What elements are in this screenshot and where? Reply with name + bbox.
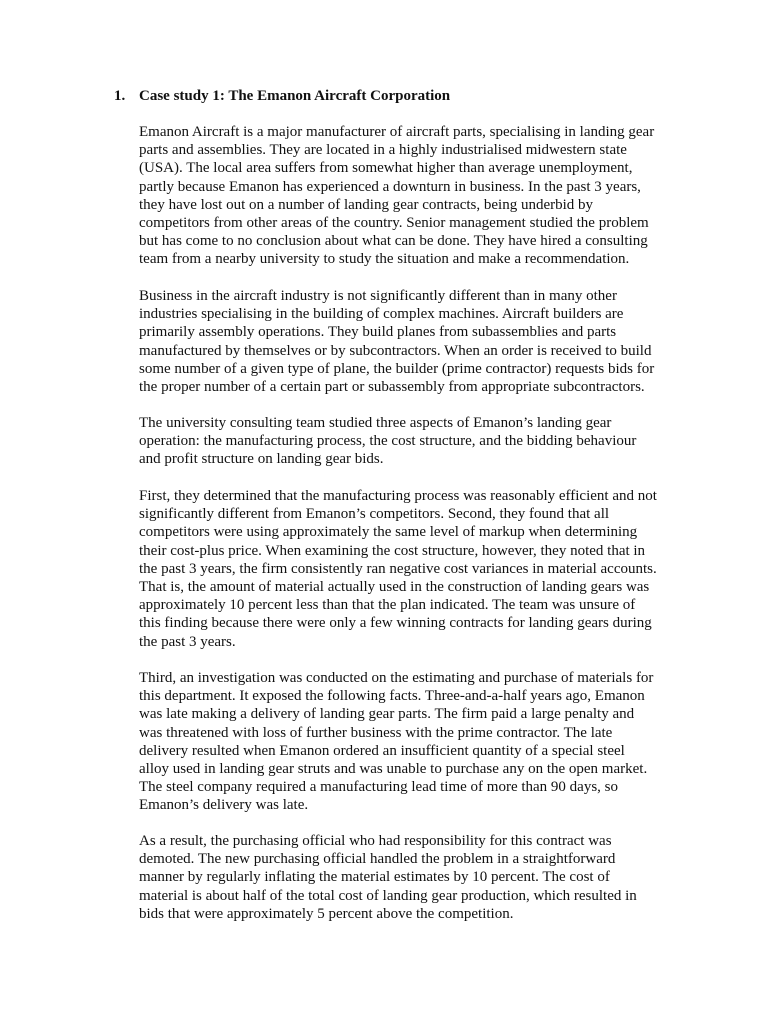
paragraph-line: the proper number of a certain part or subassembly from appropriate subcontractors.	[139, 379, 645, 396]
paragraph-line: First, they determined that the manufacturing process was reasonably efficient and not	[139, 488, 657, 504]
paragraph-line: team from a nearby university to study the situation and make a recommendation.	[139, 251, 630, 268]
paragraph-line: material is about half of the total cost of landing gear production, which resulted in	[139, 887, 637, 904]
paragraph-2	[139, 287, 699, 396]
paragraph-line: the past 3 years, the firm consistently ran negative cost variances in material accounts.	[139, 560, 657, 577]
section-heading	[114, 87, 450, 105]
paragraph-line: delivery resulted when Emanon ordered an insufficient quantity of a special steel	[139, 742, 625, 759]
paragraph-line: this finding because there were only a few winning contracts for landing gears during	[139, 615, 652, 632]
paragraph-line: Third, an investigation was conducted on the estimating and purchase of materials for	[139, 670, 654, 686]
paragraph-line: Emanon Aircraft is a major manufacturer of aircraft parts, specialising in landing gear	[139, 124, 655, 140]
paragraph-line: That is, the amount of material actually used in the construction of landing gears was	[139, 579, 650, 596]
paragraph-line: parts and assemblies. They are located in a highly industrialised midwestern state	[139, 142, 627, 159]
paragraph-line: was late making a delivery of landing gear parts. The firm paid a large penalty and	[139, 706, 635, 723]
paragraph-line: but has come to no conclusion about what can be done. They have hired a consulting	[139, 233, 648, 250]
paragraph-line: competitors were using approximately the same level of markup when determining	[139, 524, 638, 541]
paragraph-line: significantly different from Emanon’s competitors. Second, they found that all	[139, 506, 610, 523]
paragraph-line: approximately 10 percent less than that the plan indicated. The team was unsure of	[139, 597, 636, 614]
paragraph-line: manufactured by themselves or by subcontractors. When an order is received to build	[139, 342, 652, 359]
paragraph-line: was threatened with loss of further business with the prime contractor. The late	[139, 724, 613, 741]
paragraph-line: and profit structure on landing gear bids.	[139, 451, 384, 468]
paragraph-3	[139, 414, 699, 469]
paragraph-line: operation: the manufacturing process, the cost structure, and the bidding behaviour	[139, 433, 637, 450]
paragraph-line: industries specialising in the building of complex machines. Aircraft builders are	[139, 306, 624, 323]
paragraph-line: Business in the aircraft industry is not significantly different than in many other	[139, 288, 617, 304]
paragraph-line: their cost-plus price. When examining the cost structure, however, they noted that in	[139, 542, 646, 559]
section-title: Case study 1: The Emanon Aircraft Corporation	[139, 88, 451, 104]
paragraph-line: some number of a given type of plane, the builder (prime contractor) requests bids for	[139, 360, 655, 377]
paragraph-line: this department. It exposed the following facts. Three-and-a-half years ago, Emanon	[139, 688, 645, 705]
paragraph-line: As a result, the purchasing official who had responsibility for this contract was	[139, 833, 612, 849]
paragraph-line: (USA). The local area suffers from somewhat higher than average unemployment,	[139, 160, 633, 177]
paragraph-line: primarily assembly operations. They build planes from subassemblies and parts	[139, 324, 617, 341]
paragraph-line: demoted. The new purchasing official handled the problem in a straightforward	[139, 851, 616, 868]
paragraph-line: partly because Emanon has experienced a downturn in business. In the past 3 years,	[139, 178, 641, 195]
paragraph-6	[139, 832, 699, 923]
paragraph-5	[139, 669, 699, 815]
paragraph-4	[139, 487, 699, 651]
paragraph-line: they have lost out on a number of landing gear contracts, being underbid by	[139, 196, 594, 213]
paragraph-line: Emanon’s delivery was late.	[139, 797, 309, 814]
paragraph-line: The university consulting team studied three aspects of Emanon’s landing gear	[139, 415, 612, 431]
paragraph-1	[139, 123, 699, 269]
section-number: 1.	[114, 88, 126, 104]
paragraph-line: manner by regularly inflating the material estimates by 10 percent. The cost of	[139, 869, 610, 886]
paragraph-line: alloy used in landing gear struts and was unable to purchase any on the open market.	[139, 761, 648, 778]
paragraph-line: competitors from other areas of the country. Senior management studied the problem	[139, 215, 649, 232]
paragraph-line: The steel company required a manufacturing lead time of more than 90 days, so	[139, 779, 619, 796]
paragraph-line: the past 3 years.	[139, 633, 236, 650]
paragraph-line: bids that were approximately 5 percent above the competition.	[139, 905, 514, 922]
